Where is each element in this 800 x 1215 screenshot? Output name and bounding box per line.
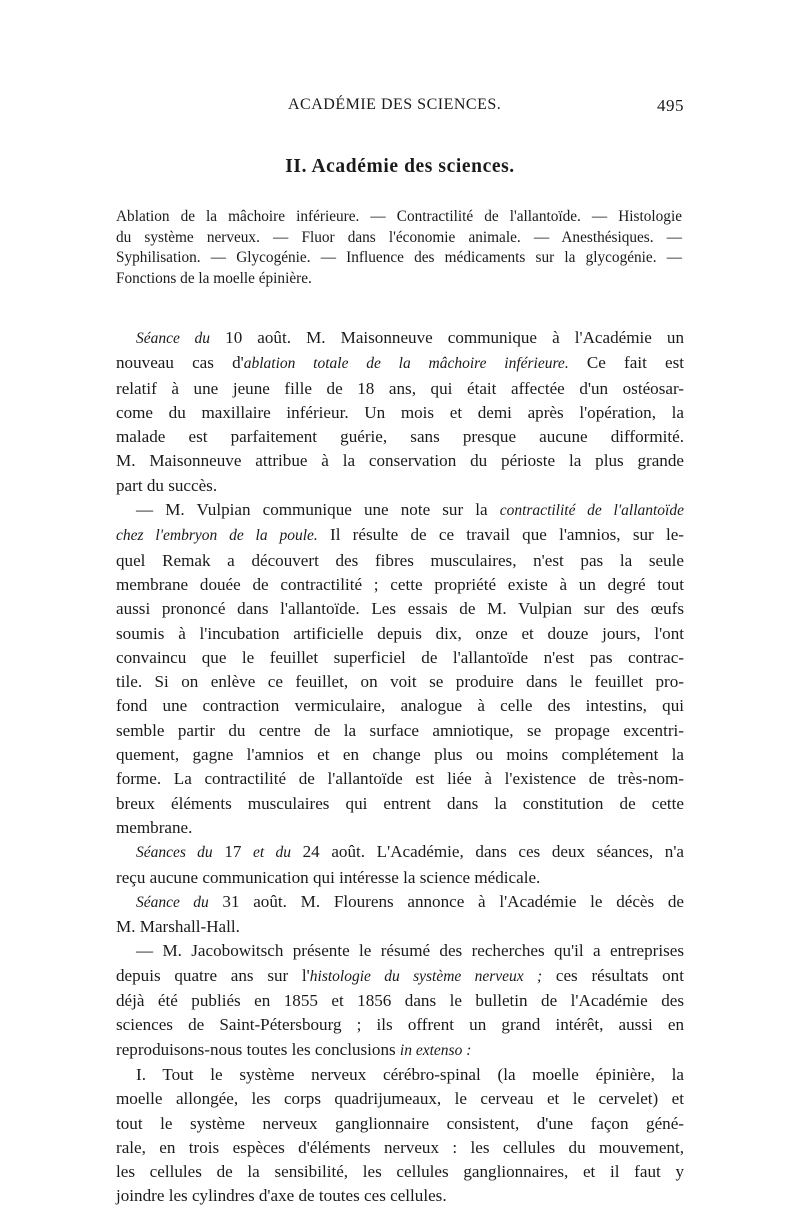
text-line: membrane. [116, 817, 193, 837]
text-line: — M. Vulpian communique une note sur la contractilité de l'allantoïde [136, 500, 684, 520]
summary-line: Fonctions de la moelle épinière. [116, 269, 312, 287]
text-line: déjà été publiés en 1855 et 1856 dans le bulletin de l'Académie des [116, 991, 684, 1011]
text-line: joindre les cylindres d'axe de toutes ces cellules. [116, 1186, 447, 1206]
body-text [116, 326, 684, 1209]
text-line: quement, gagne l'amnios et en change plus ou moins complétement la [116, 745, 684, 765]
text-line: Séances du 17 et du 24 août. L'Académie, dans ces deux séances, n'a [136, 842, 685, 862]
text-line: chez l'embryon de la poule. Il résulte de ce travail que l'amnios, sur le- [116, 525, 684, 545]
text-line: reproduisons-nous toutes les conclusions in extenso : [116, 1039, 472, 1059]
running-title: ACADÉMIE DES SCIENCES. [288, 96, 502, 113]
page-number: 495 [657, 96, 684, 115]
text-line: I. Tout le système nerveux cérébro-spinal (la moelle épinière, la [136, 1064, 684, 1084]
text-line: breux éléments musculaires qui entrent dans la constitution de cette [116, 793, 684, 813]
text-line: rale, en trois espèces d'éléments nerveux : les cellules du mouvement, [116, 1137, 684, 1157]
text-line: tout le système nerveux ganglionnaire consistent, d'une façon géné- [116, 1113, 684, 1133]
text-line: les cellules de la sensibilité, les cellules ganglionnaires, et il faut y [116, 1162, 684, 1182]
paragraph-maisonneuve [116, 326, 684, 498]
text-line: Séance du 31 août. M. Flourens annonce à l'Académie le décès de [136, 891, 684, 911]
summary-line: Ablation de la mâchoire inférieure. — Contractilité de l'allantoïde. — Histologie [116, 208, 682, 225]
paragraph-vulpian [116, 498, 684, 840]
text-line: depuis quatre ans sur l'histologie du système nerveux ; ces résultats ont [116, 965, 684, 985]
text-line: soumis à l'incubation artificielle depuis dix, onze et douze jours, l'ont [116, 623, 684, 643]
paragraph-seance-31 [116, 890, 684, 940]
text-line: fond une contraction vermiculaire, analogue à celle des intestins, qui [116, 696, 684, 716]
text-line: membrane douée de contractilité ; cette propriété existe à un degré tout [116, 574, 684, 594]
text-line: part du succès. [116, 475, 218, 495]
paragraph-jacobowitsch [116, 939, 684, 1062]
text-line: aussi prononcé dans l'allantoïde. Les essais de M. Vulpian sur des œufs [116, 599, 684, 619]
paragraph-conclusion-1 [116, 1063, 684, 1209]
summary-line: du système nerveux. — Fluor dans l'économie animale. — Anesthésiques. — [116, 228, 682, 246]
text-line: come du maxillaire inférieur. Un mois et demi après l'opération, la [116, 402, 684, 422]
text-line: M. Maisonneuve attribue à la conservation du périoste la plus grande [116, 451, 684, 471]
text-line: malade est parfaitement guérie, sans presque aucune difformité. [116, 427, 684, 447]
section-summary [116, 207, 682, 289]
text-line: Séance du 10 août. M. Maisonneuve communique à l'Académie un [136, 328, 685, 347]
text-line: sciences de Saint-Pétersbourg ; ils offrent un grand intérêt, aussi en [116, 1015, 684, 1035]
summary-line: Syphilisation. — Glycogénie. — Influence des médicaments sur la glycogénie. — [116, 249, 682, 266]
text-line: convaincu que le feuillet superficiel de l'allantoïde n'est pas contrac- [116, 647, 684, 667]
text-line: reçu aucune communication qui intéresse la science médicale. [116, 867, 541, 887]
text-line: quel Remak a découvert des fibres musculaires, n'est pas la seule [116, 550, 684, 570]
section-title: II. Académie des sciences. [285, 156, 515, 177]
text-line: moelle allongée, les corps quadrijumeaux, le cerveau et le cervelet) et [116, 1089, 684, 1109]
text-line: nouveau cas d'ablation totale de la mâchoire inférieure. Ce fait est [116, 353, 685, 373]
text-line: tile. Si on enlève ce feuillet, on voit se produire dans le feuillet pro- [116, 672, 684, 692]
text-line: relatif à une jeune fille de 18 ans, qui était affectée d'un ostéosar- [116, 378, 684, 398]
paragraph-seances-17-24 [116, 840, 684, 890]
text-line: forme. La contractilité de l'allantoïde est liée à l'existence de très-nom- [116, 769, 684, 789]
text-line: semble partir du centre de la surface amniotique, se propage excentri- [116, 720, 684, 740]
text-line: — M. Jacobowitsch présente le résumé des recherches qu'il a entreprises [136, 941, 684, 961]
text-line: M. Marshall-Hall. [116, 917, 240, 937]
